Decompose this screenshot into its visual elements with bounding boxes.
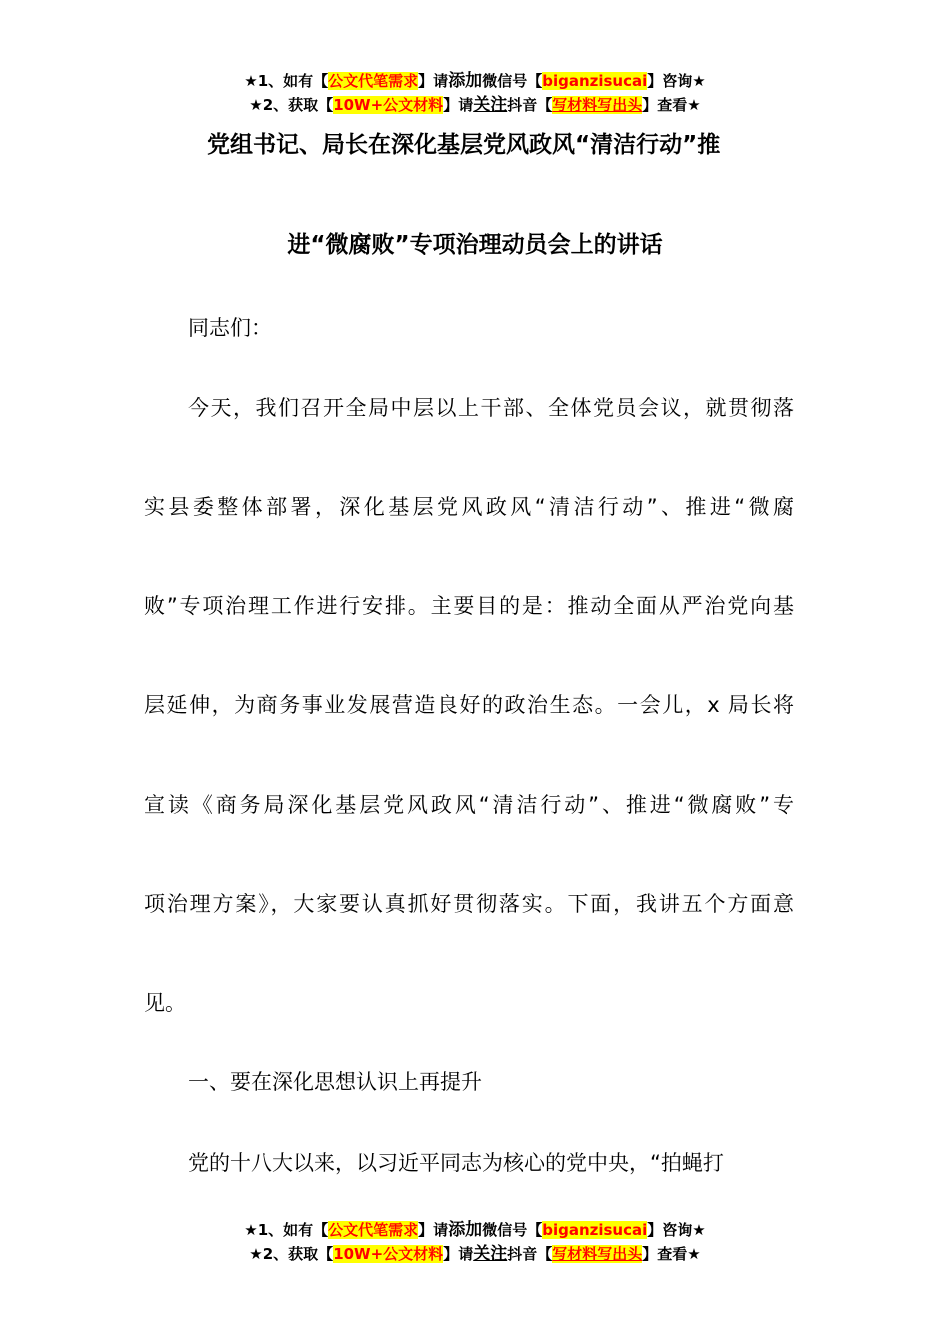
promo-text: 】咨询★ [647,1221,706,1239]
paragraph-line: 败”专项治理工作进行安排。主要目的是：推动全面从严治党向基 [144,594,794,618]
promo-highlight: 公文代笔需求 [328,72,419,90]
promo-text: ★1、如有【 [244,1221,329,1239]
paragraph-line: 实县委整体部署，深化基层党风政风“清洁行动”、推进“微腐 [144,495,794,519]
promo-text: 微信号【 [482,72,543,90]
promo-text: 】请 [418,72,449,90]
paragraph-line: 今天，我们召开全局中层以上干部、全体党员会议，就贯彻落 [188,396,794,420]
promo-highlight: biganzisucai [542,1221,648,1239]
promo-text: 】查看★ [642,1245,701,1263]
paragraph-line: 党的十八大以来，以习近平同志为核心的党中央，“拍蝇打 [188,1151,724,1175]
promo-text: 】请 [418,1221,449,1239]
paragraph-line: 层延伸，为商务事业发展营造良好的政治生态。一会儿，x 局长将 [144,693,794,717]
promo-text: 微信号【 [482,1221,543,1239]
promo-emphasis: 添加 [448,1220,483,1240]
promo-text: ★2、获取【 [249,96,334,114]
promo-line-top-2 [0,94,950,116]
promo-text: 抖音【 [507,1245,553,1263]
salutation: 同志们： [188,316,272,340]
paragraph-line: 项治理方案》，大家要认真抓好贯彻落实。下面，我讲五个方面意 [144,892,794,916]
paragraph-line: 见。 [144,991,186,1015]
document-title-line-1: 党组书记、局长在深化基层党风政风“清洁行动”推 [207,132,721,158]
promo-text: 抖音【 [507,96,553,114]
promo-text: 】咨询★ [647,72,706,90]
promo-highlight: 公文代笔需求 [328,1221,419,1239]
promo-emphasis: 关注 [473,1244,508,1264]
document-title-line-2: 进“微腐败”专项治理动员会上的讲话 [287,232,663,258]
promo-highlight: 10W+公文材料 [333,1245,444,1263]
promo-text: 】请 [443,1245,474,1263]
promo-text: 】查看★ [642,96,701,114]
section-heading: 一、要在深化思想认识上再提升 [188,1070,482,1094]
promo-text: ★2、获取【 [249,1245,334,1263]
promo-text: ★1、如有【 [244,72,329,90]
promo-highlight: 10W+公文材料 [333,96,444,114]
promo-emphasis: 关注 [473,95,508,115]
promo-emphasis: 添加 [448,71,483,91]
promo-line-bottom-2 [0,1243,950,1265]
promo-highlight: 写材料写出头 [552,1245,643,1263]
promo-text: 】请 [443,96,474,114]
paragraph-line: 宣读《商务局深化基层党风政风“清洁行动”、推进“微腐败”专 [144,793,794,817]
promo-line-bottom-1 [0,1219,950,1241]
promo-highlight: 写材料写出头 [552,96,643,114]
promo-line-top-1 [0,70,950,92]
promo-highlight: biganzisucai [542,72,648,90]
